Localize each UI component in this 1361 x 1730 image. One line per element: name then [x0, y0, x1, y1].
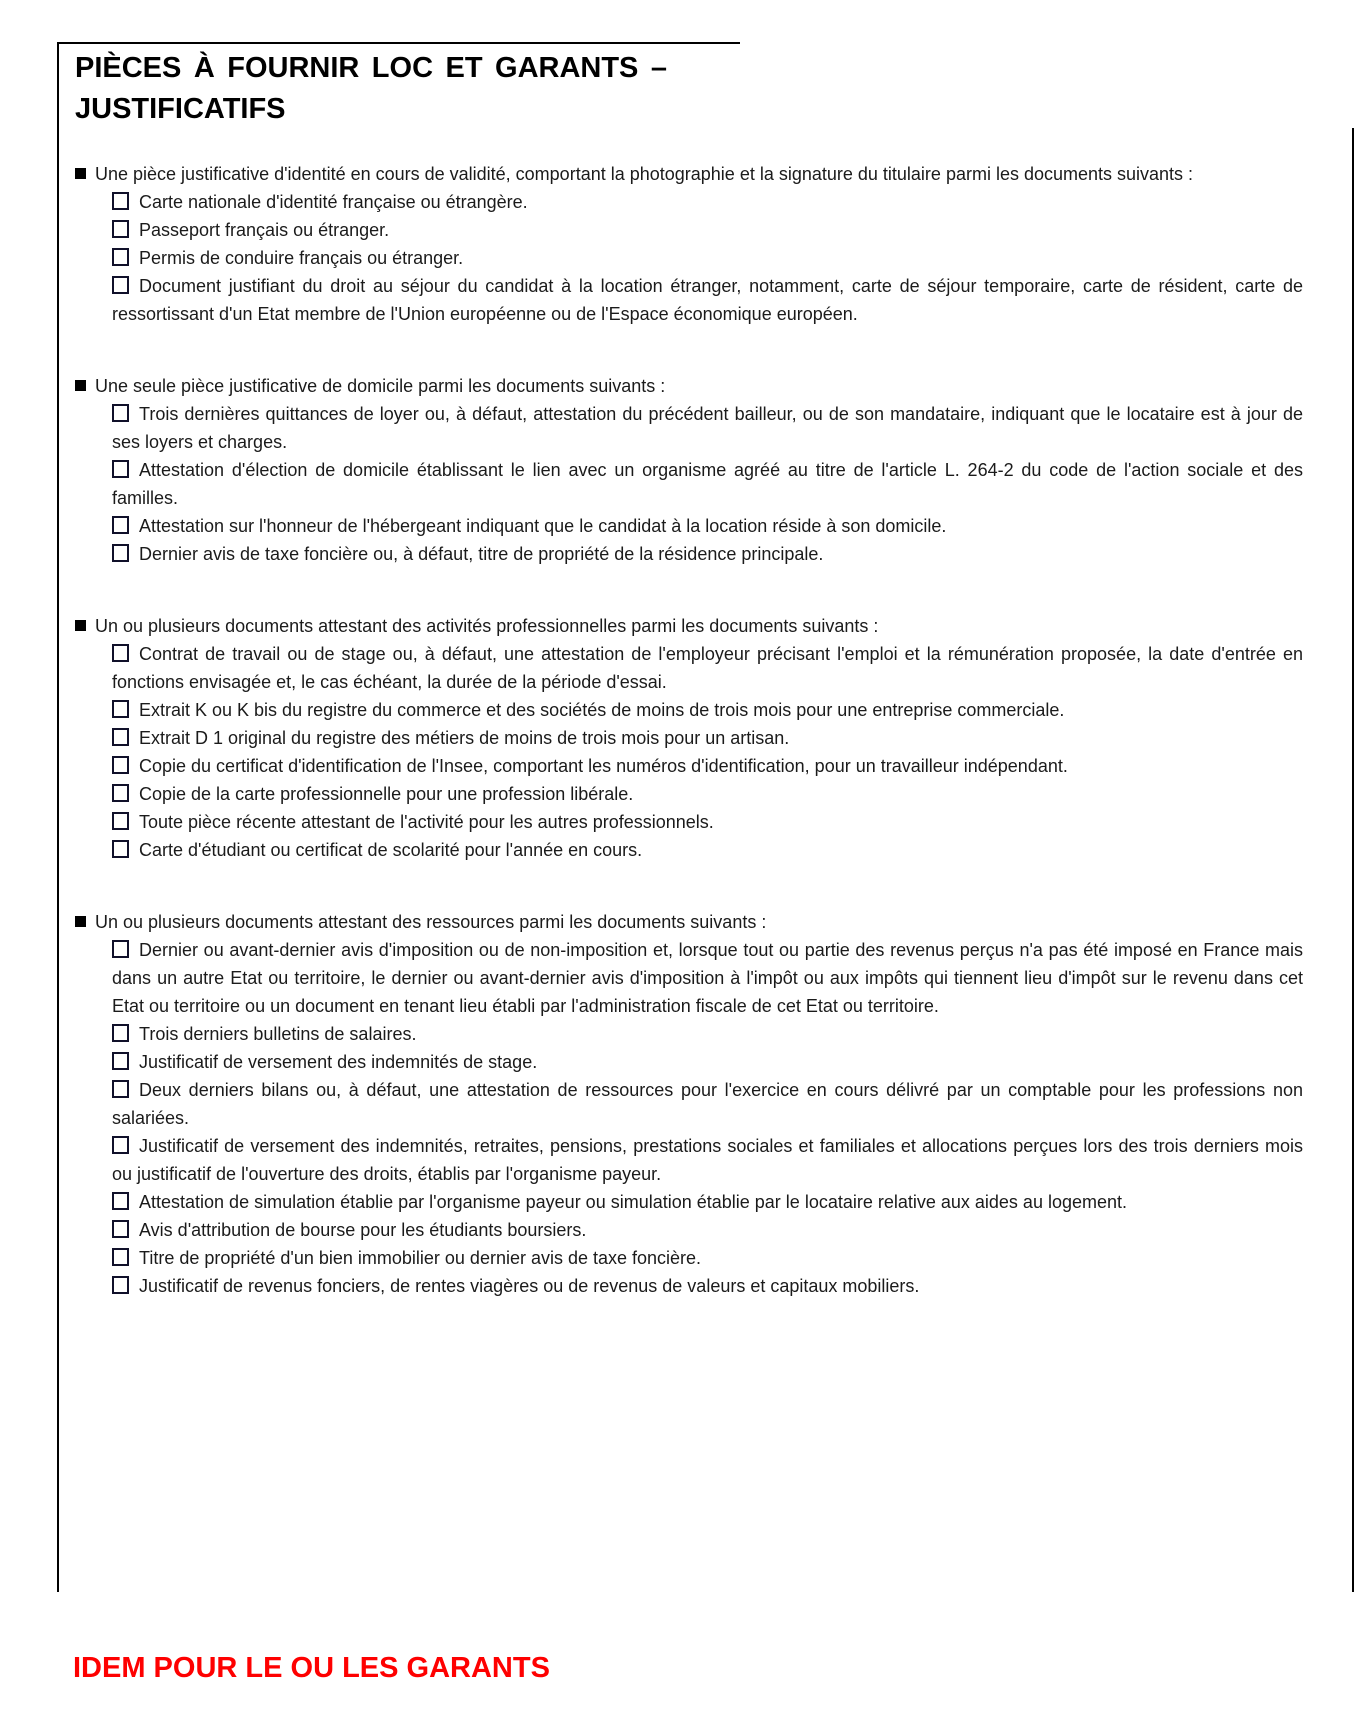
- checkbox-icon: [112, 544, 129, 562]
- frame-right-border: [1352, 128, 1354, 1592]
- square-bullet-icon: [75, 620, 86, 631]
- checklist-item: [112, 1216, 1303, 1244]
- checkbox-icon: [112, 940, 129, 958]
- checkbox-icon: [112, 248, 129, 266]
- page-title: [75, 48, 667, 130]
- checkbox-icon: [112, 220, 129, 238]
- checklist: [112, 936, 1303, 1300]
- checklist-item-text: Justificatif de revenus fonciers, de rentes viagères ou de revenus de valeurs et capitaux mobiliers.: [139, 1276, 920, 1296]
- checklist-item: [112, 752, 1303, 780]
- checklist-item: [112, 1076, 1303, 1132]
- square-bullet-icon: [75, 380, 86, 391]
- checkbox-icon: [112, 1136, 129, 1154]
- document-section: [75, 372, 1303, 568]
- checklist-item-text: Dernier avis de taxe foncière ou, à défaut, titre de propriété de la résidence principale.: [139, 544, 824, 564]
- section-heading: [75, 908, 1303, 936]
- checklist-item-text: Titre de propriété d'un bien immobilier ou dernier avis de taxe foncière.: [139, 1248, 702, 1268]
- checklist-item-text: Deux derniers bilans ou, à défaut, une attestation de ressources pour l'exercice en cours délivré par un comptable pour les professions non salariées.: [112, 1080, 1303, 1128]
- checklist-item-text: Dernier ou avant-dernier avis d'imposition ou de non-imposition et, lorsque tout ou partie des revenus perçus n'a pas été imposé en France mais dans un autre Etat ou territoire, le dernier ou avant-dernier avis d'imposition à l'impôt ou aux impôts qui tiennent lieu d'impôt sur le revenu dans cet Etat ou territoire ou un document en tenant lieu établi par l'administration fiscale de cet Etat ou territoire.: [112, 940, 1303, 1016]
- checklist-item-text: Contrat de travail ou de stage ou, à défaut, une attestation de l'employeur précisant l'emploi et la rémunération proposée, la date d'entrée en fonctions envisagée et, le cas échéant, la durée de la période d'essai.: [112, 644, 1303, 692]
- checkbox-icon: [112, 276, 129, 294]
- square-bullet-icon: [75, 916, 86, 927]
- checkbox-icon: [112, 700, 129, 718]
- checklist-item-text: Attestation sur l'honneur de l'hébergeant indiquant que le candidat à la location réside à son domicile.: [139, 516, 947, 536]
- checkbox-icon: [112, 1052, 129, 1070]
- checklist-item: [112, 724, 1303, 752]
- checklist-item-text: Permis de conduire français ou étranger.: [139, 248, 464, 268]
- page-title-line-2: JUSTIFICATIFS: [75, 93, 286, 125]
- section-heading: [75, 372, 1303, 400]
- section-heading-text: Une seule pièce justificative de domicile parmi les documents suivants :: [95, 376, 666, 396]
- document-content: [75, 48, 1303, 1300]
- checklist-item-text: Toute pièce récente attestant de l'activité pour les autres professionnels.: [139, 812, 714, 832]
- checklist-item: [112, 244, 1303, 272]
- checkbox-icon: [112, 1080, 129, 1098]
- section-heading-text: Une pièce justificative d'identité en cours de validité, comportant la photographie et la signature du titulaire parmi les documents suivants :: [95, 164, 1194, 184]
- checklist-item: [112, 400, 1303, 456]
- sections-container: [75, 160, 1303, 1300]
- checklist-item: [112, 836, 1303, 864]
- square-bullet-icon: [75, 168, 86, 179]
- checkbox-icon: [112, 1220, 129, 1238]
- section-heading-text: Un ou plusieurs documents attestant des activités professionnelles parmi les documents suivants :: [95, 616, 879, 636]
- section-heading: [75, 612, 1303, 640]
- checklist-item-text: Attestation de simulation établie par l'organisme payeur ou simulation établie par le locataire relative aux aides au logement.: [139, 1192, 1128, 1212]
- checkbox-icon: [112, 460, 129, 478]
- checklist-item-text: Document justifiant du droit au séjour du candidat à la location étranger, notamment, carte de séjour temporaire, carte de résident, carte de ressortissant d'un Etat membre de l'Union européenne ou de l'Espace économique européen.: [112, 276, 1303, 324]
- checkbox-icon: [112, 644, 129, 662]
- checklist-item: [112, 640, 1303, 696]
- checklist: [112, 188, 1303, 328]
- checklist-item: [112, 188, 1303, 216]
- checkbox-icon: [112, 1192, 129, 1210]
- frame-top-border: [57, 42, 740, 44]
- checkbox-icon: [112, 756, 129, 774]
- checklist: [112, 400, 1303, 568]
- footer-note: IDEM POUR LE OU LES GARANTS: [73, 1652, 550, 1684]
- checklist-item: [112, 696, 1303, 724]
- checklist-item: [112, 1188, 1303, 1216]
- checkbox-icon: [112, 840, 129, 858]
- checkbox-icon: [112, 192, 129, 210]
- checklist-item-text: Trois dernières quittances de loyer ou, à défaut, attestation du précédent bailleur, ou de son mandataire, indiquant que le locataire est à jour de ses loyers et charges.: [112, 404, 1303, 452]
- checkbox-icon: [112, 1248, 129, 1266]
- checklist-item: [112, 540, 1303, 568]
- checklist-item-text: Justificatif de versement des indemnités, retraites, pensions, prestations sociales et familiales et allocations perçues lors des trois derniers mois ou justificatif de l'ouverture des droits, établis par l'organisme payeur.: [112, 1136, 1303, 1184]
- checklist-item-text: Carte d'étudiant ou certificat de scolarité pour l'année en cours.: [139, 840, 643, 860]
- checklist-item: [112, 456, 1303, 512]
- checklist-item: [112, 780, 1303, 808]
- checklist-item: [112, 936, 1303, 1020]
- checklist-item: [112, 1132, 1303, 1188]
- checkbox-icon: [112, 728, 129, 746]
- checklist-item-text: Attestation d'élection de domicile établissant le lien avec un organisme agréé au titre de l'article L. 264-2 du code de l'action sociale et des familles.: [112, 460, 1303, 508]
- checkbox-icon: [112, 404, 129, 422]
- checklist-item: [112, 1020, 1303, 1048]
- checklist-item-text: Copie de la carte professionnelle pour une profession libérale.: [139, 784, 634, 804]
- document-section: [75, 908, 1303, 1300]
- checklist-item: [112, 1272, 1303, 1300]
- checklist-item-text: Avis d'attribution de bourse pour les étudiants boursiers.: [139, 1220, 587, 1240]
- frame-left-border: [57, 42, 59, 1592]
- checklist-item-text: Extrait D 1 original du registre des métiers de moins de trois mois pour un artisan.: [139, 728, 790, 748]
- checklist-item-text: Justificatif de versement des indemnités de stage.: [139, 1052, 538, 1072]
- document-section: [75, 612, 1303, 864]
- checkbox-icon: [112, 1276, 129, 1294]
- checklist-item: [112, 808, 1303, 836]
- checklist-item-text: Carte nationale d'identité française ou étrangère.: [139, 192, 528, 212]
- checklist-item-text: Trois derniers bulletins de salaires.: [139, 1024, 417, 1044]
- page-title-line-1: PIÈCES À FOURNIR LOC ET GARANTS –: [75, 52, 667, 84]
- checklist-item: [112, 1244, 1303, 1272]
- checklist-item: [112, 512, 1303, 540]
- section-heading-text: Un ou plusieurs documents attestant des ressources parmi les documents suivants :: [95, 912, 767, 932]
- checklist-item: [112, 1048, 1303, 1076]
- checklist-item-text: Copie du certificat d'identification de l'Insee, comportant les numéros d'identification, pour un travailleur indépendant.: [139, 756, 1068, 776]
- document-section: [75, 160, 1303, 328]
- checkbox-icon: [112, 1024, 129, 1042]
- checklist-item-text: Extrait K ou K bis du registre du commerce et des sociétés de moins de trois mois pour une entreprise commerciale.: [139, 700, 1065, 720]
- checkbox-icon: [112, 812, 129, 830]
- checklist-item-text: Passeport français ou étranger.: [139, 220, 390, 240]
- checklist: [112, 640, 1303, 864]
- checkbox-icon: [112, 516, 129, 534]
- section-heading: [75, 160, 1303, 188]
- checklist-item: [112, 272, 1303, 328]
- checkbox-icon: [112, 784, 129, 802]
- checklist-item: [112, 216, 1303, 244]
